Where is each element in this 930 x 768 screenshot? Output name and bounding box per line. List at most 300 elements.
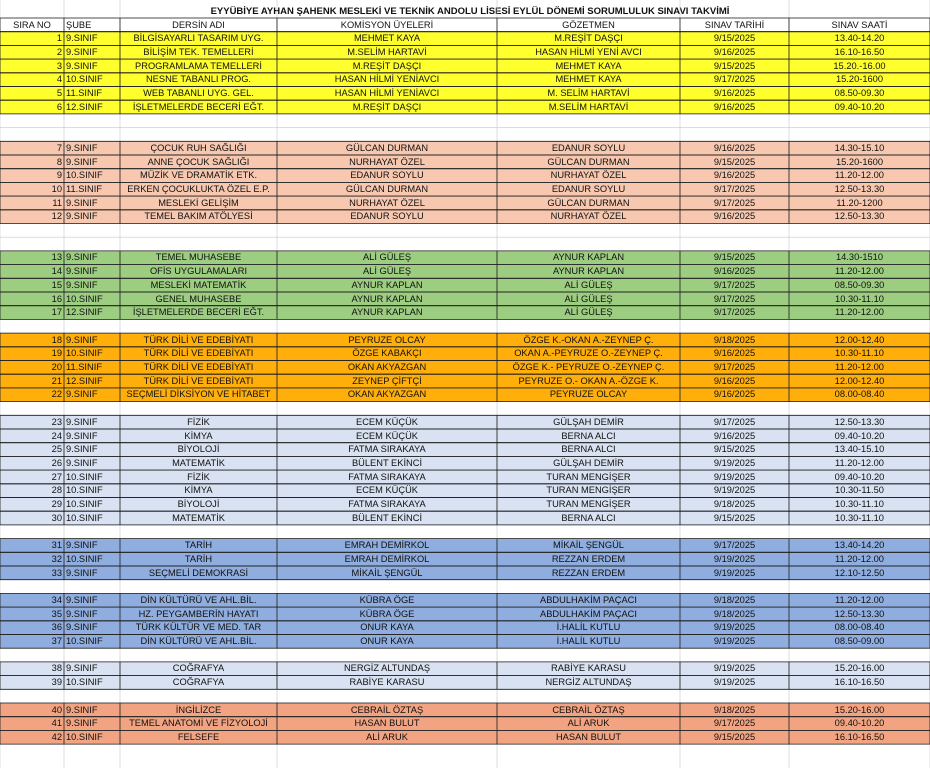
saat-cell: 08.00-08.40 [834,389,885,400]
ders-cell: TEMEL MUHASEBE [155,252,242,263]
sira-no-cell: 6 [56,101,62,112]
tarih-cell: 9/15/2025 [713,512,756,523]
ders-cell: KİMYA [184,430,213,441]
column-header: SINAV TARİHİ [704,19,765,30]
ders-cell: TARİH [184,553,213,564]
saat-cell: 12.50-13.30 [834,211,885,222]
ders-cell: DİN KÜLTÜRÜ VE AHL.BİL. [140,594,257,605]
gozetmen-cell: ALİ GÜLEŞ [564,279,613,290]
sira-no-cell: 19 [51,348,62,359]
saat-cell: 11.20-12.00 [835,362,884,372]
ders-cell: TÜRK DİLİ VE EDEBİYATI [143,375,254,386]
tarih-cell: 9/17/2025 [713,293,756,304]
gozetmen-cell: MİKAİL ŞENGÜL [553,540,624,551]
komisyon-cell: ECEM KÜÇÜK [356,485,418,496]
komisyon-cell: MEHMET KAYA [353,33,421,44]
saat-cell: 12.10-12.50 [834,567,885,578]
sira-no-cell: 7 [56,142,62,153]
sube-cell: 9.SINIF [66,252,98,263]
komisyon-cell: M.REŞİT DAŞÇI [352,60,422,71]
saat-cell: 16.10-16.50 [834,731,885,742]
tarih-cell: 9/17/2025 [713,362,756,372]
sira-no-cell: 5 [56,88,62,98]
tarih-cell: 9/16/2025 [713,142,756,153]
saat-cell: 10.30-11.50 [835,485,884,496]
saat-cell: 12.50-13.30 [834,183,885,194]
saat-cell: 08.00-08.40 [834,622,885,633]
tarih-cell: 9/18/2025 [713,704,756,715]
ders-cell: BİLİŞİM TEK. TEMELLERİ [143,46,254,57]
gozetmen-cell: İ.HALİL KUTLU [556,636,621,646]
column-header: SINAV SAATİ [831,19,888,30]
sira-no-cell: 32 [51,553,62,564]
komisyon-cell: CEBRAİL ÖZTAŞ [350,704,424,715]
ders-cell: TÜRK DİLİ VE EDEBİYATI [143,348,254,359]
sube-cell: 10.SINIF [66,512,103,523]
gozetmen-cell: ALİ ARUK [567,718,610,729]
ders-cell: SEÇMELİ DEMOKRASİ [148,567,249,578]
komisyon-cell: KÜBRA ÖGE [359,594,415,605]
saat-cell: 15.20-16.00 [834,704,885,715]
tarih-cell: 9/15/2025 [713,60,756,71]
komisyon-cell: ALİ GÜLEŞ [362,252,412,263]
saat-cell: 12.50-13.30 [834,608,885,619]
column-header: GÖZETMEN [562,19,615,30]
gozetmen-cell: EDANUR SOYLU [551,183,626,194]
sira-no-cell: 25 [51,444,62,455]
sube-cell: 9.SINIF [66,416,98,427]
sira-no-cell: 28 [51,485,62,496]
ders-cell: SEÇMELİ DİKSİYON VE HİTABET [126,389,271,400]
sube-cell: 12.SINIF [66,375,103,386]
ders-cell: ÇOCUK RUH SAĞLIĞI [150,142,247,153]
saat-cell: 16.10-16.50 [834,677,885,688]
sira-no-cell: 29 [51,499,62,509]
gozetmen-cell: AYNUR KAPLAN [552,252,625,263]
ders-cell: ANNE ÇOCUK SAĞLIĞI [147,156,250,167]
ders-cell: İŞLETMELERDE BECERİ EĞT. [132,307,265,318]
gozetmen-cell: BERNA ALCI [561,430,616,441]
saat-cell: 13.40-15.10 [834,444,885,455]
sira-no-cell: 42 [51,731,62,742]
komisyon-cell: M.REŞİT DAŞÇI [352,101,422,112]
gozetmen-cell: GÜLCAN DURMAN [547,156,630,167]
sheet-title: EYYÜBİYE AYHAN ŞAHENK MESLEKİ VE TEKNİK ANDOLU LİSESİ EYLÜL DÖNEMİ SORUMLULUK SINAVI TAKVİMİ [210,6,730,17]
komisyon-cell: HASAN HİLMİ YENİAVCI [334,74,440,85]
sira-no-cell: 1 [56,33,62,44]
saat-cell: 10.30-11.10 [835,293,884,304]
komisyon-cell: ECEM KÜÇÜK [356,416,418,427]
gozetmen-cell: ÖZGE K.- PEYRUZE O.-ZEYNEP Ç. [512,362,665,372]
ders-cell: TEMEL ANATOMİ VE FİZYOLOJİ [129,718,268,729]
gozetmen-cell: İ.HALİL KUTLU [556,622,621,633]
ders-cell: NESNE TABANLI PROG. [145,74,252,85]
saat-cell: 15.20-1600 [835,74,884,85]
komisyon-cell: NERGİZ ALTUNDAŞ [343,663,431,674]
sira-no-cell: 13 [51,252,62,263]
saat-cell: 08.50-09.00 [834,636,885,646]
tarih-cell: 9/18/2025 [713,499,756,509]
sube-cell: 9.SINIF [66,594,98,605]
saat-cell: 13.40-14.20 [834,33,885,44]
gozetmen-cell: M.SELİM HARTAVİ [548,101,629,112]
sira-no-cell: 16 [51,293,62,304]
ders-cell: FELSEFE [177,731,220,742]
gozetmen-cell: TURAN MENGİŞER [546,471,631,482]
sira-no-cell: 34 [51,594,62,605]
komisyon-cell: NURHAYAT ÖZEL [349,197,425,208]
sira-no-cell: 38 [51,663,62,674]
komisyon-cell: OKAN AKYAZGAN [347,362,427,372]
sira-no-cell: 24 [51,430,62,441]
ders-cell: BİYOLOJİ [177,499,220,509]
ders-cell: TÜRK DİLİ VE EDEBİYATI [143,334,254,345]
gozetmen-cell: MEHMET KAYA [555,60,622,71]
komisyon-cell: MİKAİL ŞENGÜL [351,567,423,578]
komisyon-cell: FATMA SIRAKAYA [348,471,426,482]
gozetmen-cell: OKAN A.-PEYRUZE O.-ZEYNEP Ç. [514,348,663,359]
sube-cell: 9.SINIF [66,279,98,290]
sira-no-cell: 22 [51,389,62,400]
sira-no-cell: 37 [51,636,62,646]
sube-cell: 11.SINIF [66,88,102,98]
sube-cell: 9.SINIF [66,266,98,277]
ders-cell: GENEL MUHASEBE [155,293,242,304]
sube-cell: 9.SINIF [66,704,98,715]
sube-cell: 9.SINIF [66,389,98,400]
sube-cell: 9.SINIF [66,156,98,167]
ders-cell: DİN KÜLTÜRÜ VE AHL.BİL. [140,636,257,646]
tarih-cell: 9/16/2025 [713,46,756,57]
saat-cell: 14.30-1510 [835,252,884,263]
tarih-cell: 9/17/2025 [713,279,756,290]
saat-cell: 09.40-10.20 [834,471,885,482]
saat-cell: 15.20-1600 [835,156,884,167]
ders-cell: MESLEKİ GELİŞİM [158,197,239,208]
sube-cell: 9.SINIF [66,663,98,674]
tarih-cell: 9/17/2025 [713,197,756,208]
sira-no-cell: 30 [51,512,62,523]
sube-cell: 9.SINIF [66,718,98,729]
ders-cell: ERKEN ÇOCUKLUKTA ÖZEL E.P. [127,183,270,194]
sube-cell: 10.SINIF [66,348,103,359]
gozetmen-cell: GÜLCAN DURMAN [547,197,630,208]
sube-cell: 9.SINIF [66,197,98,208]
tarih-cell: 9/19/2025 [713,622,756,633]
saat-cell: 15.20.-16.00 [833,60,886,71]
tarih-cell: 9/17/2025 [713,74,756,85]
komisyon-cell: EDANUR SOYLU [350,170,424,181]
tarih-cell: 9/17/2025 [713,718,756,729]
saat-cell: 14.30-15.10 [834,142,885,153]
ders-cell: TEMEL BAKIM ATÖLYESİ [144,211,253,222]
komisyon-cell: EDANUR SOYLU [350,211,424,222]
sube-cell: 12.SINIF [66,101,103,112]
sira-no-cell: 33 [51,567,62,578]
sube-cell: 9.SINIF [66,608,98,619]
sube-cell: 10.SINIF [66,553,103,564]
ders-cell: KİMYA [184,485,213,496]
sira-no-cell: 23 [51,416,62,427]
saat-cell: 10.30-11.10 [835,348,884,359]
komisyon-cell: GÜLCAN DURMAN [345,142,429,153]
saat-cell: 11.20-12.00 [835,594,884,605]
gozetmen-cell: REZZAN ERDEM [551,567,626,578]
tarih-cell: 9/17/2025 [713,307,756,318]
komisyon-cell: PEYRUZE OLCAY [348,334,426,345]
saat-cell: 16.10-16.50 [834,46,885,57]
gozetmen-cell: GÜLŞAH DEMİR [553,457,624,468]
saat-cell: 11.20-12.00 [835,170,884,181]
saat-cell: 12.00-12.40 [834,334,885,345]
sira-no-cell: 4 [56,74,62,85]
saat-cell: 13.40-14.20 [834,540,885,551]
sube-cell: 9.SINIF [66,60,98,71]
tarih-cell: 9/18/2025 [713,334,756,345]
sube-cell: 9.SINIF [66,622,98,633]
sira-no-cell: 8 [56,156,62,167]
gozetmen-cell: NURHAYAT ÖZEL [550,170,627,181]
tarih-cell: 9/16/2025 [713,430,756,441]
gozetmen-cell: AYNUR KAPLAN [552,266,625,277]
ders-cell: FİZİK [187,416,210,427]
sira-no-cell: 15 [51,279,62,290]
sube-cell: 10.SINIF [66,677,103,688]
gozetmen-cell: M. SELİM HARTAVİ [547,88,630,98]
saat-cell: 08.50-09.30 [834,279,885,290]
komisyon-cell: HASAN BULUT [354,718,420,729]
komisyon-cell: ZEYNEP ÇİFTÇİ [352,375,422,386]
sube-cell: 9.SINIF [66,33,98,44]
tarih-cell: 9/18/2025 [713,594,756,605]
sira-no-cell: 17 [51,307,62,318]
sira-no-cell: 3 [56,60,62,71]
komisyon-cell: NURHAYAT ÖZEL [349,156,425,167]
ders-cell: WEB TABANLI UYG. GEL. [143,88,254,98]
komisyon-cell: FATMA SIRAKAYA [348,444,426,455]
sube-cell: 10.SINIF [66,471,103,482]
ders-cell: TARİH [184,540,213,551]
sube-cell: 11.SINIF [66,183,102,194]
gozetmen-cell: TURAN MENGİŞER [546,485,631,496]
ders-cell: TÜRK KÜLTÜR VE MED. TAR [135,622,262,633]
gozetmen-cell: PEYRUZE O.- OKAN A.-ÖZGE K. [518,375,659,386]
sira-no-cell: 39 [51,677,62,688]
komisyon-cell: BÜLENT EKİNCİ [351,512,423,523]
komisyon-cell: AYNUR KAPLAN [351,307,423,318]
gozetmen-cell: NERGİZ ALTUNDAŞ [545,677,632,688]
saat-cell: 11.20-12.00 [835,307,884,318]
ders-cell: PROGRAMLAMA TEMELLERİ [135,60,262,71]
saat-cell: 11.20-12.00 [835,553,884,564]
column-header: ŞUBE [66,19,92,30]
gozetmen-cell: REZZAN ERDEM [551,553,626,564]
ders-cell: HZ. PEYGAMBERİN HAYATI [138,608,259,619]
gozetmen-cell: BERNA ALCI [561,512,616,523]
ders-cell: BİLGİSAYARLI TASARIM UYG. [133,33,264,44]
ders-cell: FİZİK [187,471,210,482]
sira-no-cell: 31 [51,540,62,551]
gozetmen-cell: TURAN MENGİŞER [546,499,631,509]
sube-cell: 9.SINIF [66,540,98,551]
tarih-cell: 9/17/2025 [713,540,756,551]
ders-cell: COĞRAFYA [172,663,225,674]
gozetmen-cell: BERNA ALCI [561,444,616,455]
ders-cell: TÜRK DİLİ VE EDEBİYATI [143,362,254,372]
tarih-cell: 9/19/2025 [713,485,756,496]
saat-cell: 10.30-11.10 [835,499,884,509]
sube-cell: 10.SINIF [66,636,103,646]
sube-cell: 9.SINIF [66,334,98,345]
komisyon-cell: ONUR KAYA [360,622,414,633]
komisyon-cell: ONUR KAYA [360,636,414,646]
komisyon-cell: M.SELİM HARTAVİ [347,46,427,57]
tarih-cell: 9/15/2025 [713,252,756,263]
sira-no-cell: 40 [51,704,62,715]
sira-no-cell: 2 [56,46,62,57]
tarih-cell: 9/19/2025 [713,471,756,482]
gozetmen-cell: ABDULHAKİM PAÇACI [540,608,637,619]
tarih-cell: 9/19/2025 [713,636,756,646]
sira-no-cell: 14 [51,266,62,277]
sira-no-cell: 21 [51,375,62,386]
gozetmen-cell: MEHMET KAYA [555,74,622,85]
sube-cell: 9.SINIF [66,46,98,57]
tarih-cell: 9/16/2025 [713,88,756,98]
ders-cell: MATEMATİK [172,457,225,468]
ders-cell: MESLEKİ MATEMATİK [150,279,247,290]
sira-no-cell: 41 [51,718,62,729]
tarih-cell: 9/16/2025 [713,101,756,112]
sira-no-cell: 11 [52,197,62,208]
sube-cell: 10.SINIF [66,293,103,304]
komisyon-cell: ÖZGE KABAKÇI [352,348,422,359]
sube-cell: 10.SINIF [66,731,103,742]
tarih-cell: 9/17/2025 [713,416,756,427]
saat-cell: 10.30-11.10 [835,512,884,523]
sira-no-cell: 35 [51,608,62,619]
gozetmen-cell: M.REŞİT DAŞÇI [554,33,623,44]
gozetmen-cell: EDANUR SOYLU [551,142,626,153]
tarih-cell: 9/15/2025 [713,33,756,44]
tarih-cell: 9/19/2025 [713,663,756,674]
gozetmen-cell: PEYRUZE OLCAY [549,389,628,400]
tarih-cell: 9/16/2025 [713,375,756,386]
tarih-cell: 9/16/2025 [713,170,756,181]
sira-no-cell: 26 [51,457,62,468]
sube-cell: 9.SINIF [66,457,98,468]
column-header: KOMİSYON ÜYELERİ [340,19,434,30]
tarih-cell: 9/15/2025 [713,731,756,742]
saat-cell: 12.50-13.30 [834,416,885,427]
komisyon-cell: AYNUR KAPLAN [351,293,423,304]
gozetmen-cell: RABİYE KARASU [551,663,626,674]
sira-no-cell: 18 [51,334,62,345]
sube-cell: 9.SINIF [66,567,98,578]
ders-cell: İŞLETMELERDE BECERİ EĞT. [132,101,265,112]
sira-no-cell: 27 [51,471,62,482]
ders-cell: MÜZİK VE DRAMATİK ETK. [139,170,258,181]
tarih-cell: 9/16/2025 [713,389,756,400]
saat-cell: 11.20-1200 [836,197,883,208]
gozetmen-cell: ALİ GÜLEŞ [564,307,613,318]
tarih-cell: 9/19/2025 [713,553,756,564]
sube-cell: 9.SINIF [66,430,98,441]
tarih-cell: 9/16/2025 [713,266,756,277]
komisyon-cell: AYNUR KAPLAN [351,279,423,290]
sube-cell: 10.SINIF [66,170,103,181]
ders-cell: BİYOLOJİ [177,444,220,455]
saat-cell: 15.20-16.00 [834,663,885,674]
komisyon-cell: EMRAH DEMİRKOL [344,553,430,564]
saat-cell: 09.40-10.20 [834,101,885,112]
komisyon-cell: FATMA SIRAKAYA [348,499,426,509]
sube-cell: 9.SINIF [66,142,98,153]
tarih-cell: 9/17/2025 [713,183,756,194]
komisyon-cell: OKAN AKYAZGAN [347,389,427,400]
tarih-cell: 9/18/2025 [713,608,756,619]
sube-cell: 12.SINIF [66,307,103,318]
gozetmen-cell: HASAN HİLMİ YENİ AVCI [535,46,642,57]
komisyon-cell: ALİ GÜLEŞ [362,266,412,277]
tarih-cell: 9/15/2025 [713,444,756,455]
komisyon-cell: RABİYE KARASU [349,677,425,688]
gozetmen-cell: NURHAYAT ÖZEL [550,211,627,222]
komisyon-cell: EMRAH DEMİRKOL [344,540,430,551]
gozetmen-cell: CEBRAİL ÖZTAŞ [552,704,625,715]
ders-cell: İNGİLİZCE [175,704,222,715]
sube-cell: 10.SINIF [66,74,103,85]
komisyon-cell: ECEM KÜÇÜK [356,430,418,441]
tarih-cell: 9/16/2025 [713,348,756,359]
sira-no-cell: 9 [56,170,62,181]
saat-cell: 09.40-10.20 [834,430,885,441]
sube-cell: 10.SINIF [66,499,103,509]
tarih-cell: 9/19/2025 [713,457,756,468]
sira-no-cell: 36 [51,622,62,633]
tarih-cell: 9/19/2025 [713,567,756,578]
gozetmen-cell: HASAN BULUT [555,731,622,742]
gozetmen-cell: ALİ GÜLEŞ [564,293,613,304]
gozetmen-cell: ABDULHAKİM PAÇACI [540,594,637,605]
saat-cell: 09.40-10.20 [834,718,885,729]
komisyon-cell: GÜLCAN DURMAN [345,183,429,194]
sube-cell: 10.SINIF [66,485,103,496]
tarih-cell: 9/15/2025 [713,156,756,167]
saat-cell: 08.50-09.30 [834,88,885,98]
ders-cell: MATEMATİK [172,512,225,523]
tarih-cell: 9/19/2025 [713,677,756,688]
gozetmen-cell: ÖZGE K.-OKAN A.-ZEYNEP Ç. [523,334,654,345]
komisyon-cell: HASAN HİLMİ YENİAVCI [334,88,440,98]
sube-cell: 11.SINIF [66,362,102,372]
column-header: SIRA NO [13,19,51,30]
sira-no-cell: 12 [51,211,62,222]
tarih-cell: 9/16/2025 [713,211,756,222]
gozetmen-cell: GÜLŞAH DEMİR [553,416,624,427]
komisyon-cell: ALİ ARUK [366,731,408,742]
sube-cell: 9.SINIF [66,444,98,455]
column-header: DERSİN ADI [172,19,225,30]
ders-cell: OFİS UYGULAMALARI [149,266,248,277]
ders-cell: COĞRAFYA [172,677,225,688]
saat-cell: 12.00-12.40 [834,375,885,386]
saat-cell: 11.20-12.00 [835,457,884,468]
sira-no-cell: 10 [51,183,62,194]
komisyon-cell: BÜLENT EKİNCİ [351,457,423,468]
komisyon-cell: KÜBRA ÖGE [359,608,415,619]
saat-cell: 11.20-12.00 [835,266,884,277]
